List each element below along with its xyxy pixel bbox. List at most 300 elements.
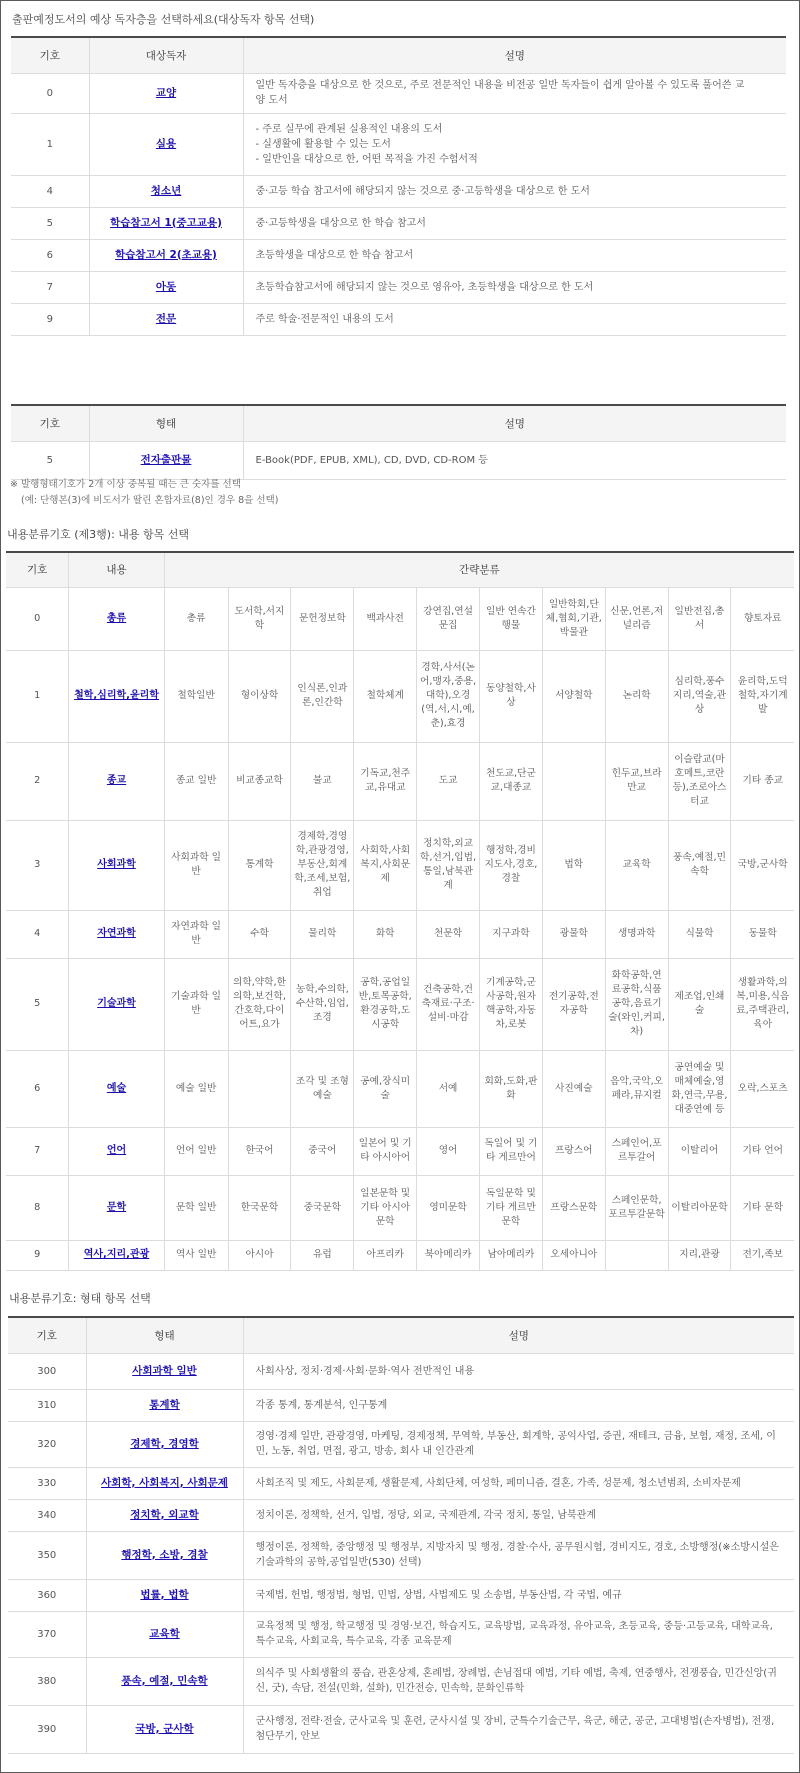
- subclass-cell: [417, 1127, 480, 1175]
- content-cell: [69, 587, 164, 650]
- subclass-line: 공연예술 및: [674, 1061, 725, 1073]
- content-cell: [69, 910, 164, 958]
- table-row: [8, 1421, 794, 1467]
- subclass-cell: [479, 1127, 542, 1175]
- description-line: - 주로 실무에 관계된 실용적인 내용의 도서: [255, 123, 443, 135]
- table-row: [8, 1499, 794, 1531]
- description-line: 일반 독자층을 대상으로 한 것으로, 주로 전문적인 내용을 비전공 일반 독자들이 쉽게 알아볼 수 있도록 풀어쓴 교: [255, 80, 745, 91]
- subclass-line: 스페인어,포: [611, 1138, 662, 1149]
- category-link[interactable]: 사회과학 일반: [132, 1364, 197, 1377]
- subclass-line: 어,맹자,중용,: [420, 676, 477, 687]
- subclass-line: 춘),효경: [430, 718, 466, 729]
- subclass-line: 상: [506, 697, 516, 708]
- subclass-cell: [668, 910, 731, 958]
- table-row: [6, 587, 794, 650]
- subclass-cell: [228, 820, 291, 910]
- category-link[interactable]: 정치학, 외교학: [130, 1508, 199, 1521]
- subclass-line: 이탈리어: [680, 1145, 719, 1156]
- subclass-cell: [291, 587, 354, 650]
- category-link[interactable]: 아동: [155, 280, 177, 293]
- subclass-line: 술(와인,커피,: [608, 1012, 665, 1023]
- name-cell: [86, 1421, 243, 1467]
- subclass-line: 의학,보건학,: [233, 991, 286, 1002]
- subclass-line: 술: [694, 1005, 705, 1016]
- subclass-cell: [291, 1127, 354, 1175]
- description-cell: [243, 1467, 794, 1499]
- name-cell: [86, 1353, 243, 1389]
- subclass-cell: [479, 742, 542, 820]
- subclass-line: 광물학: [559, 928, 588, 939]
- subclass-cell: [417, 1240, 480, 1270]
- subclass-line: 공학,음료기: [611, 998, 662, 1009]
- content-link[interactable]: 예술: [106, 1082, 127, 1094]
- description-cell: [243, 1499, 794, 1531]
- subclass-line: 아시아: [245, 1249, 274, 1260]
- subclass-line: 교육학: [622, 859, 651, 870]
- subclass-line: 화,연극,무용,: [671, 1089, 728, 1101]
- subclass-line: 오락,스포츠: [737, 1082, 788, 1094]
- description-line: 특수교육, 사회교육, 특수교육, 각종 교육문제: [255, 1636, 452, 1647]
- table-row: [6, 1050, 794, 1127]
- code-cell: 320: [8, 1421, 86, 1467]
- subclass-cell: [668, 1127, 731, 1175]
- table-row: [6, 650, 794, 742]
- description-line: 중·고등 학습 참고서에 해당되지 않는 것으로 중·고등학생을 대상으로 한 도서: [255, 185, 590, 197]
- description-line: E-Book(PDF, EPUB, XML), CD, DVD, CD-ROM 등: [255, 454, 488, 466]
- subclass-cell: [354, 958, 417, 1050]
- table-row: [11, 271, 786, 303]
- subclass-line: 통일,남북관: [423, 866, 473, 877]
- subclass-line: 행정학,경비: [485, 845, 536, 856]
- subclass-line: 물리학: [308, 928, 337, 939]
- subclass-cell: [291, 650, 354, 742]
- subclass-cell: [668, 1175, 731, 1240]
- code-cell: 9: [11, 303, 89, 335]
- subclass-line: 강연집,연설: [423, 605, 473, 617]
- category-link[interactable]: 교육학: [149, 1627, 180, 1640]
- subclass-cell: [164, 1240, 228, 1270]
- content-link[interactable]: 문학: [106, 1201, 127, 1213]
- name-cell: [89, 175, 243, 207]
- subclass-cell: [668, 742, 731, 820]
- subclass-cell: [605, 820, 668, 910]
- description-line: 경영·경제 일반, 관광경영, 마케팅, 경제정책, 무역학, 부동산, 회계학, 공익사업, 증권, 재테크, 금융, 보험, 재정, 조세, 이: [255, 1431, 776, 1442]
- subclass-line: 예술 일반: [175, 1082, 217, 1094]
- subclass-cell: [417, 742, 480, 820]
- content-link[interactable]: 언어: [106, 1145, 127, 1156]
- subclass-cell: [731, 1175, 794, 1240]
- description-line: 초등학생을 대상으로 한 학습 참고서: [255, 249, 414, 261]
- content-link[interactable]: 종교: [106, 775, 127, 786]
- subclass-line: 일본문학 및: [360, 1187, 411, 1199]
- name-cell: [89, 207, 243, 239]
- subclass-cell: [291, 1240, 354, 1270]
- content-link[interactable]: 역사,지리,관광: [83, 1249, 150, 1260]
- subclass-line: 철학일반: [177, 690, 215, 701]
- description-cell: [243, 113, 786, 175]
- code-cell: 5: [11, 441, 89, 479]
- subclass-line: 프랑스어: [555, 1145, 593, 1156]
- subclass-line: 공예,장식미: [360, 1075, 411, 1087]
- subclass-line: 사공학,원자: [485, 991, 536, 1002]
- subclass-line: 간호학,다이: [234, 1005, 285, 1016]
- description-cell: [243, 1389, 794, 1421]
- subclass-line: 건축공학,건: [423, 984, 473, 995]
- code-cell: 7: [11, 271, 89, 303]
- subclass-line: 호메트,코란: [674, 768, 725, 779]
- col-header-brief-classification: 간략분류: [164, 552, 794, 587]
- description-line: 교육정책 및 행정, 학교행정 및 경영·보건, 학습지도, 교육방법, 교육과정, 유아교육, 초등교육, 중등·고등교육, 대학교육,: [255, 1621, 773, 1632]
- subclass-line: 학: [254, 619, 265, 631]
- subclass-line: 환경공학,도: [360, 1005, 411, 1016]
- subclass-cell: [479, 958, 542, 1050]
- description-cell: [243, 1531, 794, 1579]
- subclass-line: 스페인문학,: [611, 1194, 662, 1206]
- subclass-line: 도교: [438, 775, 458, 786]
- subclass-cell: [731, 742, 794, 820]
- subclass-cell: [228, 650, 291, 742]
- subclass-line: 기독교,천주: [360, 768, 411, 779]
- table-row: [8, 1467, 794, 1499]
- subclass-line: 프랑스문학: [550, 1201, 598, 1213]
- subclass-line: 핵공학,자동: [485, 1005, 536, 1016]
- name-cell: [86, 1467, 243, 1499]
- table-row: [8, 1353, 794, 1389]
- content-link[interactable]: 철학,심리학,윤리학: [74, 690, 159, 701]
- content-link[interactable]: 기술과학: [97, 998, 136, 1009]
- subclass-cell: [417, 650, 480, 742]
- subclass-line: 남아메리카: [487, 1249, 535, 1260]
- subclass-line: 언어 일반: [175, 1145, 217, 1156]
- subclass-cell: [668, 820, 731, 910]
- subclass-line: 중국문학: [303, 1201, 342, 1213]
- subclass-line: 매체예술,영: [674, 1075, 725, 1087]
- category-link[interactable]: 청소년: [150, 184, 182, 197]
- code-cell: 1: [11, 113, 89, 175]
- code-cell: 5: [11, 207, 89, 239]
- reader-table: [11, 36, 786, 336]
- subclass-line: 박물관: [559, 626, 588, 638]
- subclass-cell: [354, 910, 417, 958]
- subclass-line: 천도교,단군: [485, 768, 536, 779]
- table-row: [6, 958, 794, 1050]
- subclass-cell: [228, 958, 291, 1050]
- subclass-line: 조각 및 조형: [295, 1075, 349, 1087]
- name-cell: [86, 1499, 243, 1531]
- subclass-line: 반: [191, 1005, 201, 1016]
- subclass-line: 널리즘: [622, 619, 651, 631]
- subclass-line: 문학: [375, 1215, 395, 1227]
- category-link[interactable]: 전문: [155, 312, 177, 325]
- subclass-cell: [731, 1050, 794, 1127]
- subclass-line: 사진예술: [555, 1082, 593, 1094]
- subclass-cell: [542, 1127, 605, 1175]
- subclass-cell: [479, 910, 542, 958]
- subclass-line: 기타 아시아: [360, 1201, 411, 1213]
- subclass-cell: [164, 1127, 228, 1175]
- code-cell: 4: [11, 175, 89, 207]
- category-link[interactable]: 전자출판물: [140, 453, 192, 466]
- description-line: 의식주 및 사회생활의 풍습, 관혼상제, 혼례법, 장례법, 손님접대 예법, 기타 예법, 축제, 연중행사, 전쟁풍습, 민간신앙(귀: [255, 1668, 777, 1679]
- content-table-section: [6, 551, 794, 1271]
- content-cell: [69, 650, 164, 742]
- subclass-line: 기계공학,군: [485, 977, 536, 988]
- subclass-line: 부동산,회계: [297, 859, 348, 870]
- subclass-cell: [542, 820, 605, 910]
- code-cell: 6: [6, 1050, 69, 1127]
- subclass-line: 도서학,서지: [234, 605, 285, 617]
- subclass-line: 동물학: [748, 928, 777, 939]
- subclass-line: 풍속,예절,민: [673, 852, 726, 863]
- col-header-form: 형태: [89, 405, 243, 441]
- category-link[interactable]: 실용: [155, 137, 177, 150]
- table-row: [8, 1389, 794, 1421]
- subclass-cell: [542, 1175, 605, 1240]
- subclass-cell: [228, 1050, 291, 1127]
- subclass-line: 백과사전: [366, 612, 404, 624]
- code-cell: 340: [8, 1499, 86, 1531]
- subclass-cell: [605, 650, 668, 742]
- subclass-cell: [668, 587, 731, 650]
- subclass-cell: [605, 1175, 668, 1240]
- subclass-line: 교,대종교: [490, 782, 532, 793]
- subclass-cell: [479, 820, 542, 910]
- subclass-line: 어트,요가: [239, 1019, 280, 1030]
- subclass-line: 학,관광경영,: [295, 845, 349, 856]
- subclass-line: 일반학회,단: [548, 598, 599, 610]
- table-row: [8, 1705, 794, 1753]
- subclass-line: 터교: [690, 796, 709, 807]
- social-science-form-table: [8, 1316, 794, 1754]
- subclass-line: 오세아니아: [550, 1249, 598, 1260]
- description-cell: [243, 207, 786, 239]
- table-row: [6, 910, 794, 958]
- subclass-cell: [228, 1175, 291, 1240]
- subclass-cell: [605, 1050, 668, 1127]
- subclass-line: 사회과학 일: [171, 852, 222, 863]
- subclass-line: 술: [380, 1089, 390, 1101]
- col-header-code: 기호: [11, 37, 89, 73]
- subclass-cell: [164, 650, 228, 742]
- subclass-line: 기타 문학: [742, 1201, 783, 1213]
- subclass-line: 반,토목공학,: [358, 991, 412, 1002]
- subclass-line: 음악,국악,오: [610, 1075, 664, 1087]
- subclass-cell: [291, 1050, 354, 1127]
- category-link[interactable]: 통계학: [149, 1398, 180, 1411]
- description-cell: [243, 1611, 794, 1657]
- subclass-line: 체,협회,기관,: [545, 612, 602, 624]
- subclass-line: 등),조로아스: [672, 782, 727, 793]
- subclass-cell: [164, 958, 228, 1050]
- subclass-line: 차,로봇: [495, 1019, 527, 1030]
- subclass-line: 예술: [312, 1089, 332, 1101]
- subclass-cell: [605, 742, 668, 820]
- subclass-cell: [417, 587, 480, 650]
- category-link[interactable]: 풍속, 예절, 민속학: [121, 1674, 208, 1687]
- subclass-line: 힌두교,브라: [611, 768, 662, 779]
- subclass-cell: [354, 587, 417, 650]
- subclass-cell: [164, 1050, 228, 1127]
- subclass-line: 문학: [501, 1215, 521, 1227]
- subclass-line: 전기공학,전: [548, 991, 599, 1002]
- subclass-cell: [417, 1175, 480, 1240]
- subclass-line: 대중연예 등: [674, 1103, 725, 1115]
- subclass-line: 만교: [627, 782, 646, 793]
- name-cell: [89, 73, 243, 113]
- subclass-line: 회화,도화,판: [484, 1075, 538, 1087]
- code-cell: 0: [6, 587, 69, 650]
- subclass-line: 심리학,풍수: [674, 676, 725, 687]
- subclass-line: 향토자료: [743, 612, 782, 624]
- subclass-line: 복,미용,식음: [736, 991, 790, 1002]
- table-row: [8, 1531, 794, 1579]
- code-cell: 380: [8, 1657, 86, 1705]
- code-cell: 4: [6, 910, 69, 958]
- category-link[interactable]: 경제학, 경영학: [130, 1437, 199, 1450]
- content-caption: 내용분류기호 (제3행): 내용 항목 선택: [7, 528, 190, 541]
- subclass-line: 철학,자기계: [737, 690, 788, 701]
- content-cell: [69, 1175, 164, 1240]
- subclass-line: 수학: [250, 928, 269, 939]
- subclass-cell: [479, 650, 542, 742]
- table-row: [6, 742, 794, 820]
- description-line: 양 도서: [255, 95, 288, 106]
- content-cell: [69, 1050, 164, 1127]
- subclass-line: 화학공학,연: [611, 970, 662, 981]
- subclass-line: 제조업,인쇄: [674, 991, 725, 1002]
- subclass-line: 철학체계: [366, 690, 404, 701]
- name-cell: [86, 1531, 243, 1579]
- subclass-line: 경제학,경영: [297, 831, 348, 842]
- subclass-cell: [417, 910, 480, 958]
- subclass-cell: [542, 1240, 605, 1270]
- content-cell: [69, 1127, 164, 1175]
- category-link[interactable]: 학습참고서 2(초교용): [115, 248, 217, 261]
- table-row: [8, 1579, 794, 1611]
- description-line: 사회사상, 정치·경제·사회·문화·역사 전반적인 내용: [255, 1365, 475, 1377]
- subclass-line: 기타 게르만: [485, 1201, 536, 1213]
- subclass-line: 지구과학: [492, 928, 530, 939]
- subclass-line: 생명과학: [617, 928, 656, 939]
- code-cell: 350: [8, 1531, 86, 1579]
- subclass-cell: [228, 1127, 291, 1175]
- subclass-line: 화학: [375, 928, 395, 939]
- category-link[interactable]: 교양: [155, 86, 177, 99]
- name-cell: [89, 303, 243, 335]
- subclass-line: 자연과학 일: [171, 921, 222, 932]
- subclass-line: 문헌정보학: [298, 612, 346, 624]
- subclass-line: 행물: [501, 619, 521, 631]
- content-link[interactable]: 총류: [106, 612, 127, 624]
- subclass-line: 서예: [438, 1082, 458, 1094]
- category-link[interactable]: 행정학, 소방, 경찰: [121, 1548, 208, 1561]
- code-cell: 5: [6, 958, 69, 1050]
- table-row: [11, 441, 786, 479]
- description-cell: [243, 1421, 794, 1467]
- description-line: 신, 굿), 속담, 전설(민화, 설화), 민간전승, 민속학, 문화인류학: [255, 1683, 525, 1694]
- description-cell: [243, 271, 786, 303]
- col-header-reader: 대상독자: [89, 37, 243, 73]
- subclass-line: 중국어: [308, 1145, 337, 1156]
- subclass-line: 포르투갈문학: [608, 1208, 665, 1220]
- subclass-cell: [605, 1240, 668, 1270]
- table-row: [11, 175, 786, 207]
- col-header-code: 기호: [11, 405, 89, 441]
- subclass-line: 통계학: [245, 859, 274, 870]
- col-header-description: 설명: [243, 405, 786, 441]
- subclass-cell: [291, 742, 354, 820]
- subclass-line: 식물학: [685, 928, 714, 939]
- subclass-line: 일반 연속간: [485, 605, 536, 617]
- subclass-line: 전기,족보: [742, 1249, 783, 1260]
- subclass-cell: [542, 1050, 605, 1127]
- category-link[interactable]: 사회학, 사회복지, 사회문제: [101, 1476, 228, 1489]
- subclass-line: 취업: [312, 887, 332, 898]
- table-row: [11, 207, 786, 239]
- content-link[interactable]: 사회과학: [97, 859, 136, 870]
- subclass-cell: [228, 910, 291, 958]
- table-row: [6, 1127, 794, 1175]
- code-cell: 300: [8, 1353, 86, 1389]
- subclass-line: 아프리카: [366, 1249, 404, 1260]
- description-line: 초등학습참고서에 해당되지 않는 것으로 영유아, 초등학생을 대상으로 한 도서: [255, 281, 594, 293]
- category-link[interactable]: 국방, 군사학: [135, 1722, 194, 1735]
- name-cell: [89, 113, 243, 175]
- subclass-cell: [731, 910, 794, 958]
- subclass-line: 국방,군사학: [737, 859, 788, 870]
- subclass-line: 기술과학 일: [171, 991, 222, 1002]
- subclass-line: 대학),오경: [425, 690, 471, 701]
- subclass-line: 속학: [690, 866, 709, 877]
- subclass-line: 정치학,외교: [423, 838, 473, 849]
- subclass-line: 경학,사서(논: [421, 662, 475, 673]
- subclass-cell: [731, 820, 794, 910]
- subclass-line: 공학,공업일: [360, 977, 411, 988]
- subclass-cell: [668, 650, 731, 742]
- subclass-line: 북아메리카: [424, 1249, 472, 1260]
- subclass-line: 영미문학: [429, 1201, 467, 1213]
- subclass-line: 생활과학,의: [737, 977, 788, 988]
- content-link[interactable]: 자연과학: [97, 928, 136, 939]
- subclass-line: 서양철학: [555, 690, 593, 701]
- content-cell: [69, 1240, 164, 1270]
- category-link[interactable]: 법률, 법학: [140, 1588, 189, 1601]
- subclass-cell: [668, 1240, 731, 1270]
- subclass-cell: [479, 587, 542, 650]
- subclass-cell: [354, 1127, 417, 1175]
- subclass-cell: [417, 958, 480, 1050]
- social-caption: 내용분류기호: 형태 항목 선택: [9, 1292, 151, 1305]
- subclass-line: 천문학: [434, 928, 463, 939]
- subclass-line: 형이상학: [240, 690, 279, 701]
- table-row: [11, 239, 786, 271]
- subclass-line: 타 아시아어: [360, 1152, 411, 1163]
- description-cell: [243, 1353, 794, 1389]
- subclass-line: 논리학: [622, 690, 651, 701]
- subclass-cell: [291, 1175, 354, 1240]
- subclass-line: 종교 일반: [175, 775, 217, 786]
- table-row: [11, 303, 786, 335]
- content-cell: [69, 742, 164, 820]
- subclass-line: 료공학,식품: [611, 984, 662, 995]
- subclass-line: 육아: [753, 1019, 773, 1030]
- table-row: [6, 820, 794, 910]
- description-line: 첨단무기, 안보: [255, 1731, 320, 1742]
- category-link[interactable]: 학습참고서 1(중고교용): [110, 216, 222, 229]
- subclass-cell: [731, 587, 794, 650]
- subclass-line: 사회학,사회: [360, 845, 411, 856]
- subclass-line: 조경: [312, 1012, 332, 1023]
